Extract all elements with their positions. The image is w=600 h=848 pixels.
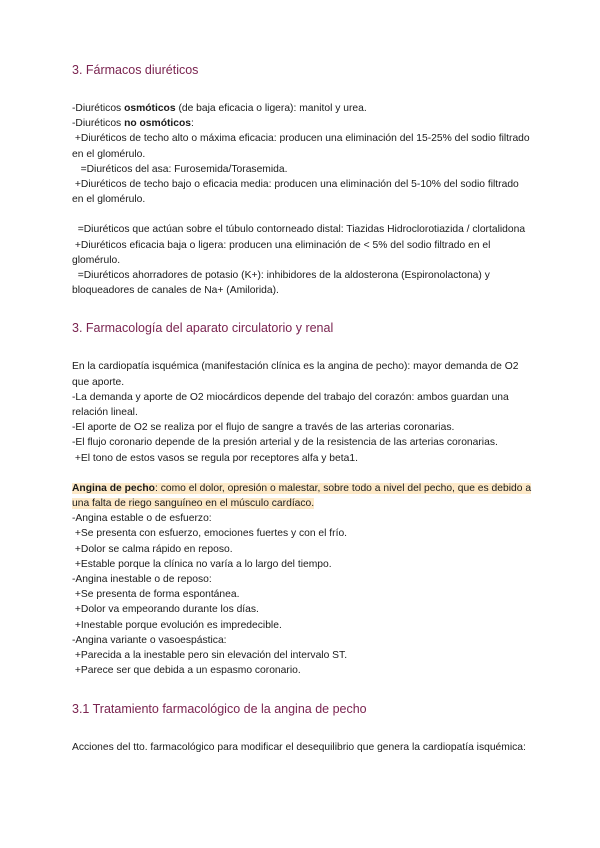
paragraph: [72, 116, 532, 131]
paragraph: En la cardiopatía isquémica (manifestación clínica es la angina de pecho): mayor demanda de O2 que aporte.: [72, 361, 519, 388]
paragraph: -La demanda y aporte de O2 miocárdicos depende del trabajo del corazón: ambos guardan una relación lineal.: [72, 391, 509, 419]
paragraph: +Dolor se calma rápido en reposo.: [72, 543, 233, 555]
paragraph: +Diuréticos de techo bajo o eficacia media: producen una eliminación del 5-10% del sodio filtrado en el glomérulo.: [72, 179, 522, 206]
section-title-diureticos: 3. Fármacos diuréticos: [72, 63, 199, 77]
paragraph: Acciones del tto. farmacológico para modificar el desequilibrio que genera la cardiopatía isquémica:: [72, 741, 526, 753]
paragraph: -Angina estable o de esfuerzo:: [72, 513, 212, 525]
paragraph: +Diuréticos de techo alto o máxima eficacia: producen una eliminación del 15-25% del sodio filtrado en el glomérulo.: [72, 133, 533, 160]
paragraph: +Diuréticos eficacia baja o ligera: producen una eliminación de < 5% del sodio filtrado en el glomérulo.: [72, 239, 494, 266]
paragraph: +Se presenta de forma espontánea.: [72, 589, 240, 601]
paragraph: =Diuréticos del asa: Furosemida/Torasemida.: [72, 163, 288, 175]
definition-term: Angina de pecho: [72, 482, 155, 494]
text: -Diuréticos: [72, 118, 125, 130]
definition-text: : como el dolor, opresión o malestar, sobre todo a nivel del pecho, que es debido a una falta de riego sanguíneo en el músculo cardíaco.: [72, 482, 532, 510]
paragraph: +Se presenta con esfuerzo, emociones fuertes y con el frío.: [72, 528, 348, 540]
paragraph: =Diuréticos ahorradores de potasio (K+): inhibidores de la aldosterona (Espironolactona) y bloqueadores de canales de Na+ (Amilorida).: [72, 270, 493, 297]
paragraph: =Diuréticos que actúan sobre el túbulo contorneado distal: Tiazidas Hidroclorotiazida / clortalidona: [72, 224, 526, 236]
bold-text: osmóticos: [124, 103, 176, 114]
paragraph: +Parece ser que debida a un espasmo coronario.: [72, 665, 301, 677]
bold-text: no osmóticos: [124, 118, 192, 130]
section-title-circulatorio: 3. Farmacología del aparato circulatorio y renal: [72, 321, 334, 336]
text: :: [191, 118, 194, 130]
paragraph: -Angina inestable o de reposo:: [72, 574, 212, 586]
section-title-tratamiento: 3.1 Tratamiento farmacológico de la angina de pecho: [72, 701, 367, 716]
paragraph: +Parecida a la inestable pero sin elevación del intervalo ST.: [72, 650, 348, 662]
text: (de baja eficacia o ligera): manitol y urea.: [175, 103, 367, 114]
paragraph: -Angina variante o vasoespástica:: [72, 634, 227, 646]
paragraph: +El tono de estos vasos se regula por receptores alfa y beta1.: [72, 452, 358, 464]
document-page: [72, 62, 532, 755]
paragraph: +Inestable porque evolución es impredecible.: [72, 619, 282, 631]
text: -Diuréticos: [72, 103, 125, 114]
paragraph: -El aporte de O2 se realiza por el flujo de sangre a través de las arterias coronarias.: [72, 422, 455, 434]
paragraph: +Estable porque la clínica no varía a lo largo del tiempo.: [72, 558, 332, 570]
paragraph: +Dolor va empeorando durante los días.: [72, 604, 259, 616]
definition-highlight: [72, 481, 532, 511]
paragraph: [72, 101, 532, 116]
paragraph: -El flujo coronario depende de la presión arterial y de la resistencia de las arterias coronarias.: [72, 437, 498, 449]
